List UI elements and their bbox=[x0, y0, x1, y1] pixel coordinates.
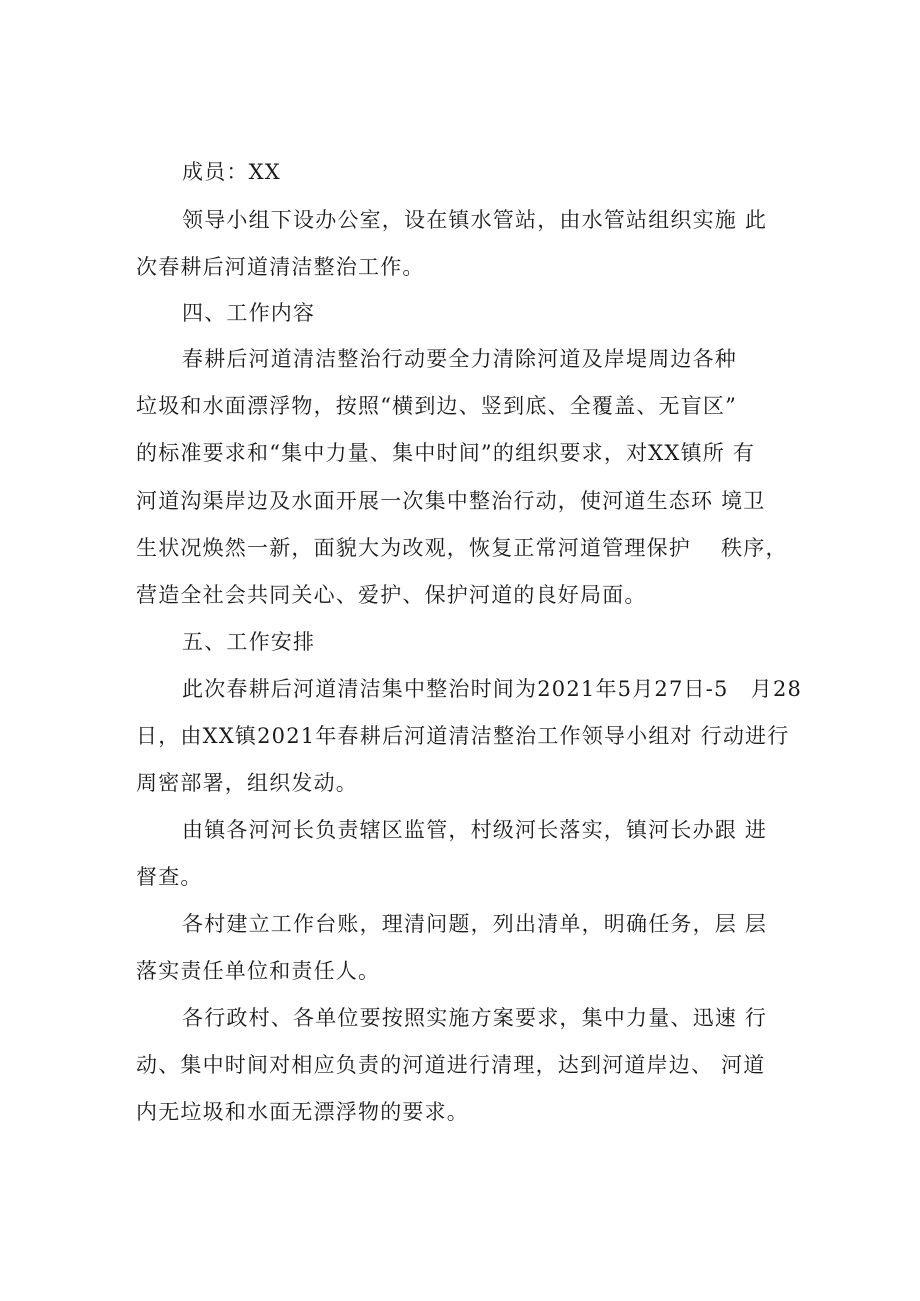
paragraph-line: 次春耕后河道清洁整治工作。 bbox=[136, 255, 425, 279]
paragraph-line: 垃圾和水面漂浮物，按照“横到边、竖到底、全覆盖、无盲区” bbox=[136, 394, 738, 418]
paragraph-line: 的标准要求和“集中力量、集中时间”的组织要求，对XX镇所 有 bbox=[136, 441, 756, 465]
section-heading: 五、工作安排 bbox=[182, 630, 316, 654]
paragraph-line: 春耕后河道清洁整治行动要全力清除河道及岸堤周边各种 bbox=[182, 347, 737, 371]
paragraph-line: 各村建立工作台账，理清问题，列出清单，明确任务，层 层 bbox=[182, 912, 768, 936]
paragraph-line: 营造全社会共同关心、爱护、保护河道的良好局面。 bbox=[136, 583, 647, 607]
paragraph-line: 内无垃圾和水面无漂浮物的要求。 bbox=[136, 1100, 469, 1124]
paragraph-line: 动、集中时间对相应负责的河道进行清理，达到河道岸边、 河道 bbox=[136, 1053, 766, 1077]
paragraph-line: 各行政村、各单位要按照实施方案要求，集中力量、迅速 行 bbox=[182, 1006, 768, 1030]
paragraph-line: 此次春耕后河道清洁集中整治时间为2021年5月27日-5 月28 bbox=[182, 677, 803, 701]
paragraph-line: 生状况焕然一新，面貌大为改观，恢复正常河道管理保护 秩序， bbox=[136, 536, 788, 560]
paragraph-line: 领导小组下设办公室，设在镇水管站，由水管站组织实施 此 bbox=[182, 208, 768, 232]
section-heading: 四、工作内容 bbox=[182, 301, 316, 325]
paragraph-line: 督查。 bbox=[136, 865, 203, 889]
paragraph-line: 河道沟渠岸边及水面开展一次集中整治行动，使河道生态环 境卫 bbox=[136, 489, 766, 513]
paragraph-line: 日，由XX镇2021年春耕后河道清洁整治工作领导小组对 行动进行 bbox=[136, 724, 790, 748]
paragraph-line: 由镇各河河长负责辖区监管，村级河长落实，镇河长办跟 进 bbox=[182, 818, 768, 842]
paragraph-line: 周密部署，组织发动。 bbox=[136, 771, 358, 795]
members-line: 成员：XX bbox=[182, 160, 281, 184]
paragraph-line: 落实责任单位和责任人。 bbox=[136, 959, 381, 983]
